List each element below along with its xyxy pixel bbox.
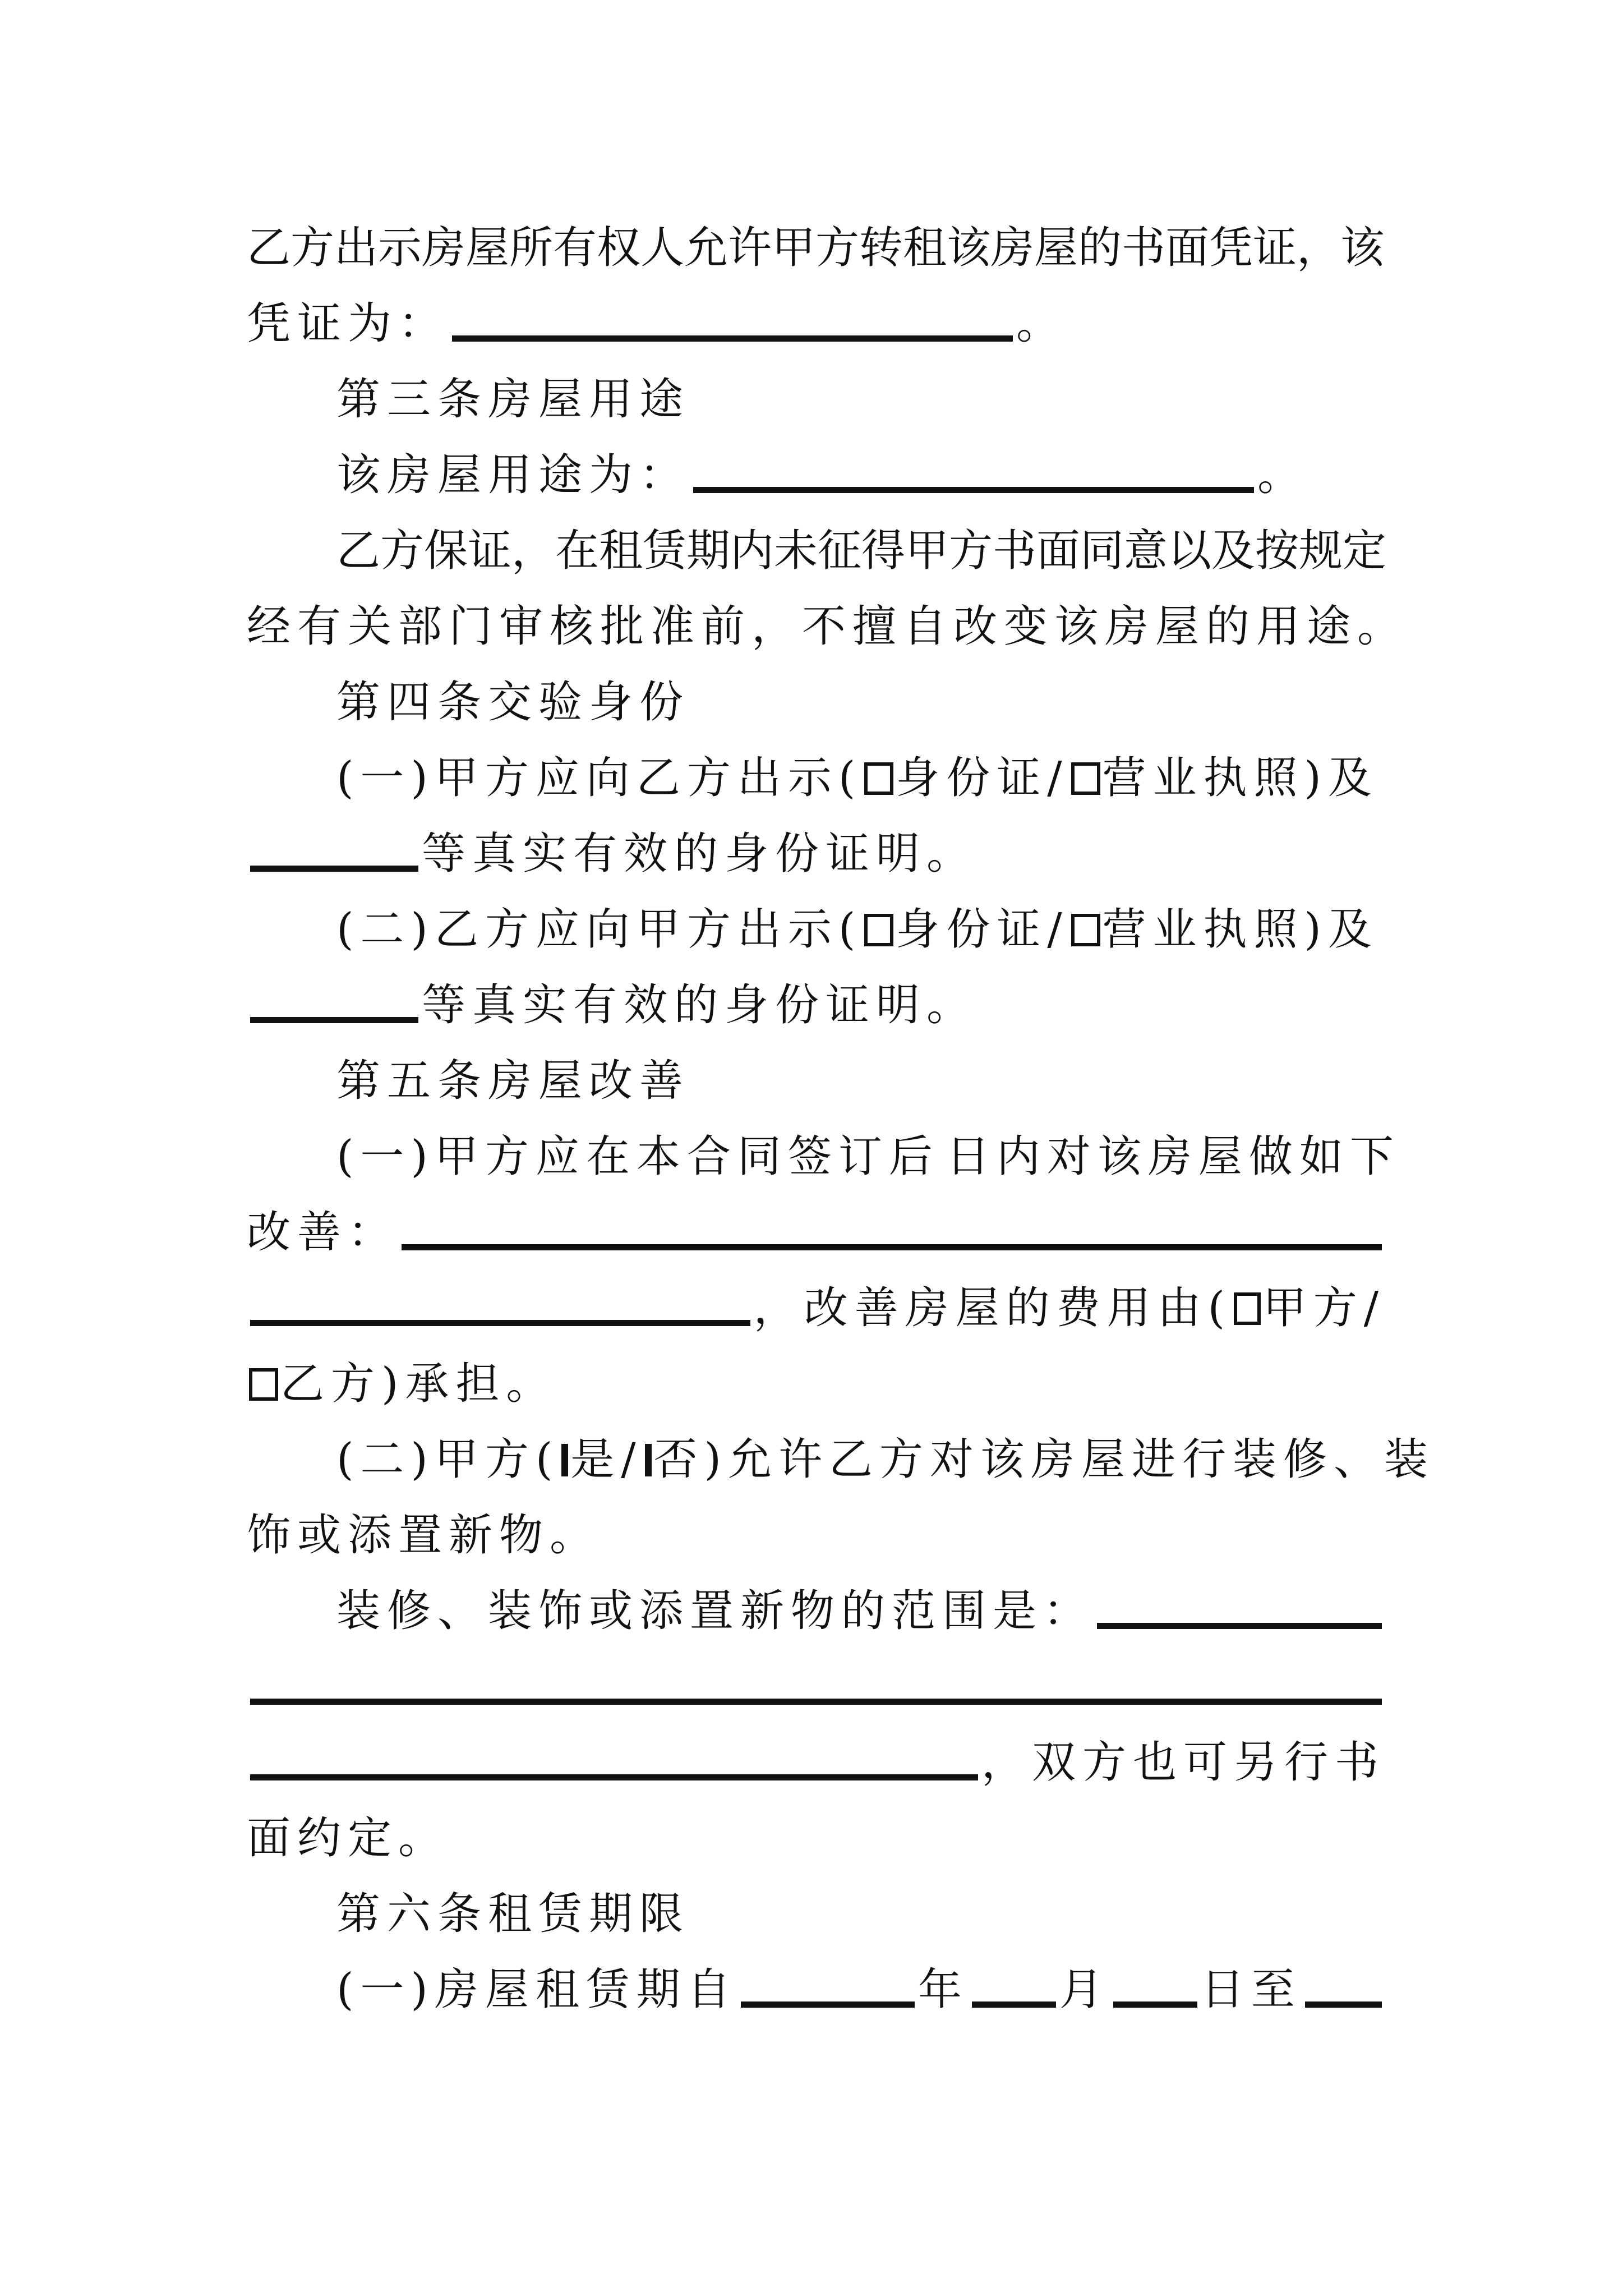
text: 乙方出示房屋所有权人允许甲方转租该房屋的书面凭证，该 (247, 223, 1385, 273)
text: 。 (1016, 298, 1067, 349)
heading-text: 第三条房屋用途 (336, 374, 690, 425)
text: 身份证/ (896, 904, 1069, 955)
text: 日至 (1200, 1964, 1302, 2015)
text: 。 (1257, 450, 1308, 500)
paragraph-line (336, 513, 1385, 589)
text: 凭证为： (247, 298, 449, 349)
text: 该房屋用途为： (336, 450, 690, 500)
text: (二)甲方( (336, 1434, 560, 1485)
renovation-scope-line-cont (247, 1649, 1385, 1725)
identity-line-a-cont (247, 816, 1385, 892)
scope-blank-end[interactable] (250, 1774, 978, 1780)
lease-term-line (336, 1952, 1385, 2028)
text: 年 (917, 1964, 969, 2015)
paragraph-line (247, 1801, 1385, 1876)
paragraph-line (247, 1498, 1385, 1573)
business-license-checkbox[interactable] (1071, 762, 1100, 795)
improvement-cost-line-cont (247, 1346, 1385, 1422)
section-heading (336, 1876, 1385, 1952)
text: 营业执照)及 (1102, 753, 1378, 803)
yes-checkbox[interactable] (561, 1444, 568, 1476)
scope-blank[interactable] (1097, 1623, 1382, 1629)
improvement-blank-cont[interactable] (250, 1320, 750, 1326)
text: (一)甲方应在本合同签订后 (336, 1131, 939, 1182)
text: 月 (1059, 1964, 1110, 2015)
text: (一)甲方应向乙方出示( (336, 753, 863, 803)
identity-line-b (336, 892, 1385, 968)
text: 等真实有效的身份证明。 (422, 829, 978, 879)
id-card-checkbox[interactable] (864, 762, 893, 795)
start-day-blank[interactable] (1113, 2001, 1197, 2008)
end-year-blank[interactable] (1305, 2001, 1382, 2008)
text: 经有关部门审核批准前，不擅自改变该房屋的用途。 (247, 601, 1408, 652)
text: 是/ (570, 1434, 643, 1485)
section-heading (336, 362, 1385, 438)
business-license-checkbox[interactable] (1071, 914, 1100, 946)
text: ，改善房屋的费用由( (753, 1283, 1232, 1333)
start-year-blank[interactable] (741, 2001, 915, 2008)
improvement-detail-line (247, 1195, 1385, 1271)
heading-text: 第四条交验身份 (336, 677, 690, 728)
identity-line-a (336, 740, 1385, 816)
text: (一)房屋租赁期自 (336, 1964, 737, 2015)
other-id-blank-cont[interactable] (250, 1017, 418, 1023)
text: 乙方)承担。 (280, 1359, 557, 1409)
certificate-blank[interactable] (452, 335, 1013, 342)
text: 日内对该房屋做如下 (946, 1131, 1400, 1182)
text: 营业执照)及 (1102, 904, 1378, 955)
heading-text: 第六条租赁期限 (336, 1889, 690, 1939)
text: 乙方保证，在租赁期内未征得甲方书面同意以及按规定 (336, 526, 1387, 576)
start-month-blank[interactable] (972, 2001, 1056, 2008)
certificate-line (247, 286, 1385, 362)
other-id-blank-cont[interactable] (250, 866, 418, 872)
text: 改善： (247, 1207, 399, 1258)
paragraph-line (247, 589, 1408, 665)
text: 否)允许乙方对该房屋进行装修、装 (653, 1434, 1435, 1485)
text: 装修、装饰或添置新物的范围是： (336, 1586, 1094, 1636)
section-heading (336, 665, 1385, 740)
usage-line (336, 438, 1385, 513)
text: 甲方/ (1262, 1283, 1385, 1333)
heading-text: 第五条房屋改善 (336, 1056, 690, 1106)
text: 饰或添置新物。 (247, 1510, 601, 1561)
usage-blank[interactable] (693, 487, 1254, 493)
improvement-cost-line (247, 1271, 1385, 1346)
identity-line-b-cont (247, 968, 1385, 1043)
renovation-permission-line (336, 1422, 1435, 1498)
renovation-scope-line (336, 1573, 1385, 1649)
text: 身份证/ (896, 753, 1069, 803)
renovation-scope-line-end (247, 1725, 1385, 1801)
scope-blank-cont[interactable] (250, 1699, 1382, 1705)
section-heading (336, 1043, 1385, 1119)
paragraph-line (247, 210, 1385, 286)
party-a-checkbox[interactable] (1234, 1292, 1261, 1325)
text: (二)乙方应向甲方出示( (336, 904, 863, 955)
improvement-line (336, 1119, 1400, 1195)
improvement-blank[interactable] (402, 1244, 1382, 1250)
text: ，双方也可另行书 (981, 1737, 1385, 1788)
id-card-checkbox[interactable] (864, 914, 893, 946)
no-checkbox[interactable] (645, 1444, 652, 1476)
party-b-checkbox[interactable] (249, 1368, 278, 1401)
text: 面约定。 (247, 1813, 449, 1864)
text: 等真实有效的身份证明。 (422, 980, 978, 1030)
